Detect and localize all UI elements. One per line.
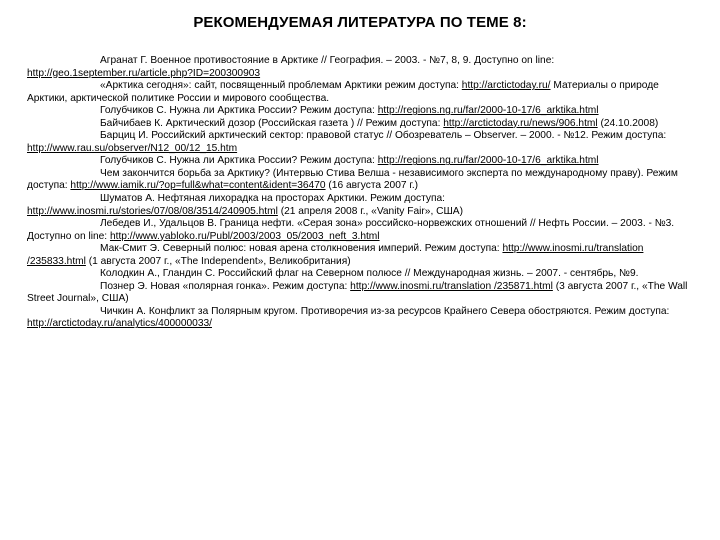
reference-text: Колодкин А., Гландин С. Российский флаг на Северном полюсе // Международная жизнь. – 2007. - сентябрь, №9. <box>100 268 639 280</box>
reference-item <box>27 105 693 118</box>
reference-item <box>27 243 693 268</box>
reference-text: Мак-Смит Э. Северный полюс: новая арена столкновения империй. Режим доступа: <box>100 243 503 255</box>
reference-item <box>27 168 693 193</box>
reference-text: Агранат Г. Военное противостояние в Арктике // География. – 2003. - №7, 8, 9. Доступно on line: <box>100 55 555 66</box>
reference-link[interactable]: http://www.iamik.ru/?op=full&what=content&ident=36470 <box>70 180 326 192</box>
reference-text: Познер Э. Новая «полярная гонка». Режим доступа: <box>100 280 351 292</box>
reference-item <box>27 118 693 131</box>
reference-note: (16 августа 2007 г.) <box>325 180 419 192</box>
reference-item <box>27 306 693 331</box>
reference-item <box>27 268 693 281</box>
reference-link[interactable]: http://www.yabloko.ru/Publ/2003/2003_05/2003_neft_3.html <box>109 230 380 242</box>
reference-item <box>27 55 693 80</box>
reference-note: (1 августа 2007 г., «The Independent», Великобритания) <box>85 255 351 267</box>
reference-link[interactable]: http://arctictoday.ru/ <box>461 80 551 92</box>
reference-link[interactable]: http://www.inosmi.ru/translation /235833.html <box>27 243 644 267</box>
reference-item <box>27 281 693 306</box>
reference-text: «Арктика сегодня»: сайт, посвященный проблемам Арктики режим доступа: <box>100 80 462 92</box>
reference-item <box>27 80 693 105</box>
reference-list <box>27 55 693 331</box>
reference-link[interactable]: http://arctictoday.ru/news/906.html <box>443 117 598 129</box>
reference-item <box>27 130 693 155</box>
reference-text: Лебедев И., Удальцов В. Граница нефти. «Серая зона» российско-норвежских отношений // Нефть России. – 2003. - №3. Доступно on line: <box>27 218 675 242</box>
reference-note: (24.10.2008) <box>597 117 659 129</box>
reference-link[interactable]: http://regions.ng.ru/far/2000-10-17/6_arktika.html <box>377 155 599 167</box>
reference-link[interactable]: http://geo.1september.ru/article.php?ID=200300903 <box>27 67 261 79</box>
reference-link[interactable]: http://www.rau.su/observer/N12_00/12_15.htm <box>27 142 238 154</box>
reference-link[interactable]: http://www.inosmi.ru/stories/07/08/08/3514/240905.html <box>27 205 278 217</box>
reference-note: (21 апреля 2008 г., «Vanity Fair», США) <box>277 205 463 217</box>
reference-text: Голубчиков С. Нужна ли Арктика России? Режим доступа: <box>100 105 378 117</box>
reference-note: Материалы о природе Арктики, арктической политике России и мирового сообщества. <box>27 80 659 104</box>
reference-text: Голубчиков С. Нужна ли Арктика России? Режим доступа: <box>100 155 378 167</box>
page-title: РЕКОМЕНДУЕМАЯ ЛИТЕРАТУРА ПО ТЕМЕ 8: <box>193 14 527 31</box>
reference-item <box>27 155 693 168</box>
reference-text: Байчибаев К. Арктический дозор (Российская газета ) // Режим доступа: <box>100 117 444 129</box>
reference-text: Чем закончится борьба за Арктику? (Интервью Стива Велша - независимого эксперта по международному праву). Режим доступа: <box>27 167 678 192</box>
reference-item <box>27 193 693 218</box>
reference-note: (3 августа 2007 г., «The Wall Street Journal», США) <box>27 280 688 305</box>
reference-text: Шуматов А. Нефтяная лихорадка на просторах Арктики. Режим доступа: <box>100 193 445 205</box>
reference-link[interactable]: http://www.inosmi.ru/translation /235871.html <box>350 280 553 292</box>
reference-text: Чичкин А. Конфликт за Полярным кругом. Противоречия из-за ресурсов Крайнего Севера обостряются. Режим доступа: <box>100 305 670 317</box>
reference-item <box>27 218 693 243</box>
reference-text: Барциц И. Российский арктический сектор: правовой статус // Обозреватель – Observer. – 2000. - №12. Режим доступа: <box>100 130 667 142</box>
reference-link[interactable]: http://regions.ng.ru/far/2000-10-17/6_arktika.html <box>377 105 599 117</box>
reference-link[interactable]: http://arctictoday.ru/analytics/400000033/ <box>27 318 212 330</box>
